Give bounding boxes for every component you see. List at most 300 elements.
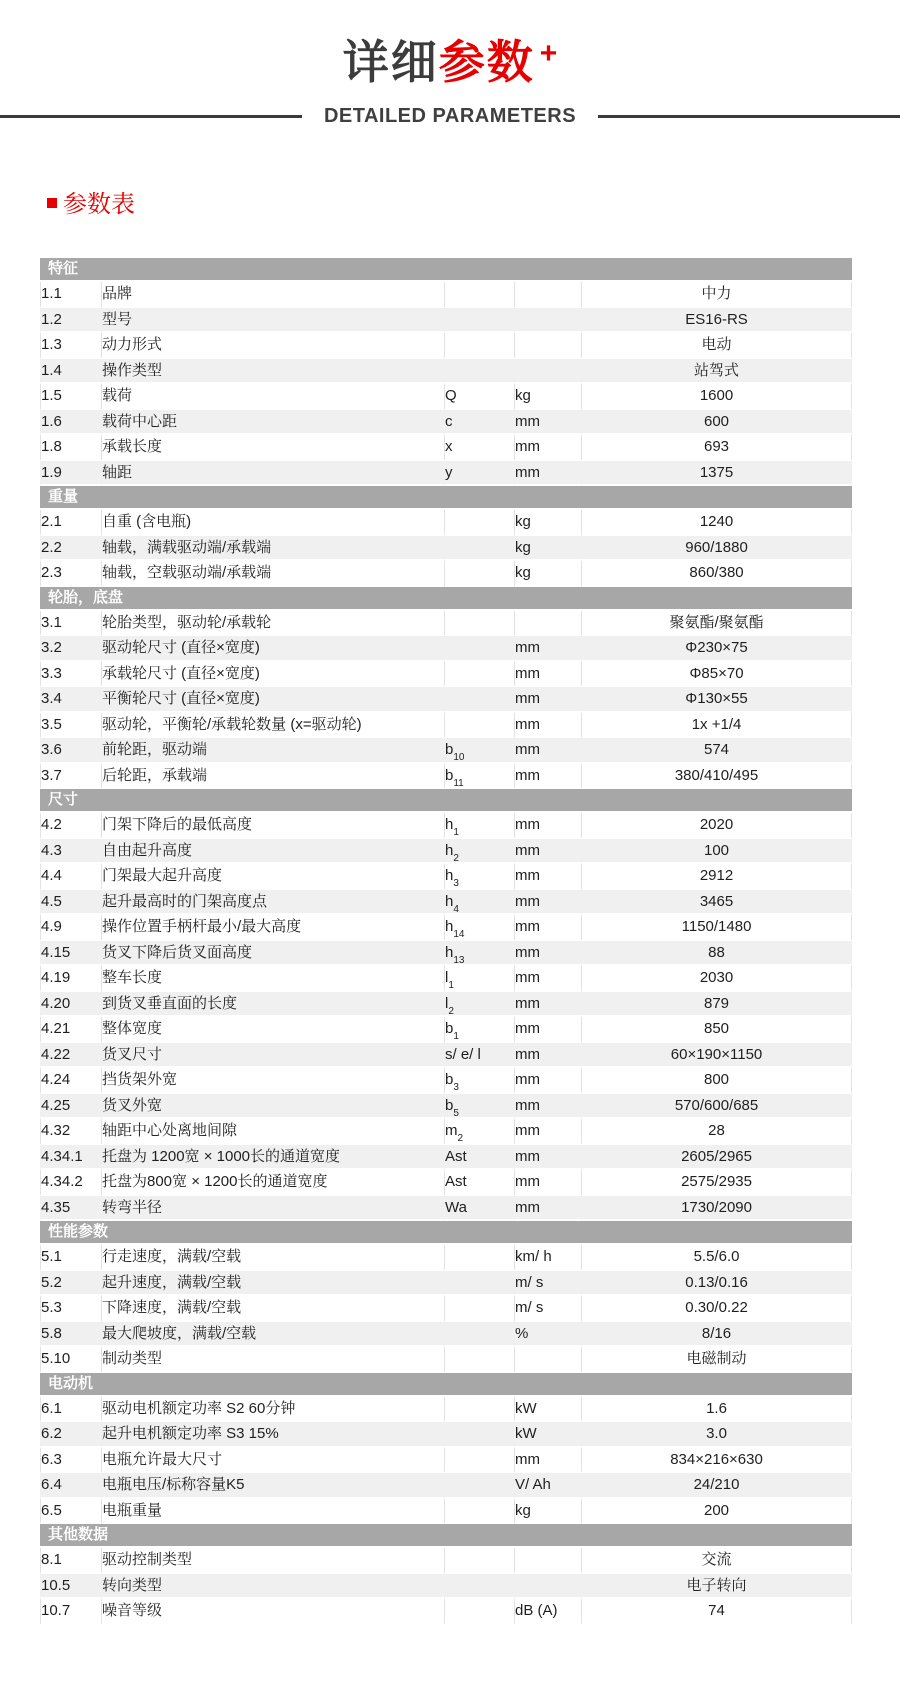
row-symbol-cell	[445, 536, 515, 562]
table-row	[40, 1043, 852, 1069]
row-value-cell: 600	[582, 410, 852, 436]
row-value-cell: 1730/2090	[582, 1196, 852, 1222]
row-unit-cell: mm	[515, 636, 582, 662]
row-number-cell: 4.2	[40, 813, 102, 839]
table-row	[40, 738, 852, 764]
row-name-cell: 平衡轮尺寸 (直径×宽度)	[102, 687, 445, 713]
row-number-cell: 6.2	[40, 1422, 102, 1448]
row-name-cell: 动力形式	[102, 333, 445, 359]
row-symbol-cell	[445, 1422, 515, 1448]
row-value-cell: 60×190×1150	[582, 1043, 852, 1069]
row-symbol-cell: y	[445, 461, 515, 487]
row-name-cell: 货叉尺寸	[102, 1043, 445, 1069]
row-value-cell: 2575/2935	[582, 1170, 852, 1196]
row-unit-cell: mm	[515, 890, 582, 916]
row-name-cell: 门架下降后的最低高度	[102, 813, 445, 839]
row-unit-cell	[515, 308, 582, 334]
row-unit-cell: mm	[515, 1119, 582, 1145]
table-row	[40, 662, 852, 688]
table-row	[40, 410, 852, 436]
table-row	[40, 1017, 852, 1043]
table-row	[40, 435, 852, 461]
page-subtitle-row	[0, 105, 900, 128]
table-row	[40, 1296, 852, 1322]
row-unit-cell: dB (A)	[515, 1599, 582, 1625]
row-number-cell: 3.1	[40, 611, 102, 637]
row-name-cell: 制动类型	[102, 1347, 445, 1373]
row-unit-cell: mm	[515, 1017, 582, 1043]
row-symbol-cell: $b_3$	[445, 1068, 515, 1094]
row-number-cell: 1.8	[40, 435, 102, 461]
row-number-cell: 1.9	[40, 461, 102, 487]
row-number-cell: 6.3	[40, 1448, 102, 1474]
row-number-cell: 3.7	[40, 764, 102, 790]
row-value-cell: 0.30/0.22	[582, 1296, 852, 1322]
spec-table	[40, 258, 852, 1625]
table-row	[40, 1599, 852, 1625]
row-value-cell: 交流	[582, 1548, 852, 1574]
row-name-cell: 驱动控制类型	[102, 1548, 445, 1574]
row-value-cell: 380/410/495	[582, 764, 852, 790]
row-value-cell: 860/380	[582, 561, 852, 587]
row-value-cell: 1x +1/4	[582, 713, 852, 739]
row-unit-cell: mm	[515, 864, 582, 890]
row-symbol-cell	[445, 713, 515, 739]
row-name-cell: 承载轮尺寸 (直径×宽度)	[102, 662, 445, 688]
row-symbol-cell	[445, 1347, 515, 1373]
row-value-cell: 28	[582, 1119, 852, 1145]
row-name-cell: 承载长度	[102, 435, 445, 461]
row-unit-cell: mm	[515, 1043, 582, 1069]
row-symbol-cell	[445, 636, 515, 662]
row-value-cell: 2020	[582, 813, 852, 839]
section-header-row	[40, 1373, 852, 1397]
row-unit-cell: mm	[515, 713, 582, 739]
row-symbol-cell	[445, 561, 515, 587]
row-name-cell: 驱动轮尺寸 (直径×宽度)	[102, 636, 445, 662]
row-number-cell: 1.5	[40, 384, 102, 410]
row-value-cell: 0.13/0.16	[582, 1271, 852, 1297]
row-number-cell: 3.2	[40, 636, 102, 662]
section-title: 其他数据	[40, 1524, 852, 1548]
row-number-cell: 2.2	[40, 536, 102, 562]
table-row	[40, 308, 852, 334]
row-name-cell: 自由起升高度	[102, 839, 445, 865]
table-row	[40, 1448, 852, 1474]
row-value-cell: 3.0	[582, 1422, 852, 1448]
row-value-cell: 200	[582, 1499, 852, 1525]
row-unit-cell	[515, 1574, 582, 1600]
row-value-cell: 800	[582, 1068, 852, 1094]
row-number-cell: 5.2	[40, 1271, 102, 1297]
row-number-cell: 1.1	[40, 282, 102, 308]
row-value-cell: 电子转向	[582, 1574, 852, 1600]
row-unit-cell	[515, 1347, 582, 1373]
row-name-cell: 电瓶允许最大尺寸	[102, 1448, 445, 1474]
row-unit-cell: mm	[515, 966, 582, 992]
row-number-cell: 3.6	[40, 738, 102, 764]
row-symbol-cell	[445, 1473, 515, 1499]
row-value-cell: 1.6	[582, 1397, 852, 1423]
row-symbol-cell	[445, 333, 515, 359]
row-unit-cell: mm	[515, 839, 582, 865]
row-symbol-cell	[445, 1397, 515, 1423]
row-value-cell: Φ85×70	[582, 662, 852, 688]
row-unit-cell: mm	[515, 461, 582, 487]
table-row	[40, 839, 852, 865]
row-symbol-cell: $h_{13}$	[445, 941, 515, 967]
row-name-cell: 载荷中心距	[102, 410, 445, 436]
row-number-cell: 6.1	[40, 1397, 102, 1423]
row-symbol-cell	[445, 308, 515, 334]
row-symbol-cell: $h_1$	[445, 813, 515, 839]
row-unit-cell: mm	[515, 1145, 582, 1171]
table-row	[40, 1499, 852, 1525]
row-number-cell: 5.1	[40, 1245, 102, 1271]
row-number-cell: 6.4	[40, 1473, 102, 1499]
row-name-cell: 电瓶重量	[102, 1499, 445, 1525]
table-row	[40, 282, 852, 308]
row-unit-cell: mm	[515, 764, 582, 790]
row-name-cell: 轴距	[102, 461, 445, 487]
row-value-cell: 聚氨酯/聚氨酯	[582, 611, 852, 637]
row-unit-cell: kg	[515, 1499, 582, 1525]
row-number-cell: 2.3	[40, 561, 102, 587]
section-heading	[47, 186, 900, 216]
row-symbol-cell: Q	[445, 384, 515, 410]
row-name-cell: 操作类型	[102, 359, 445, 385]
row-symbol-cell: $b_1$	[445, 1017, 515, 1043]
row-number-cell: 4.3	[40, 839, 102, 865]
row-number-cell: 4.32	[40, 1119, 102, 1145]
table-row	[40, 1145, 852, 1171]
row-unit-cell	[515, 282, 582, 308]
row-unit-cell: kW	[515, 1397, 582, 1423]
row-symbol-cell: $b_{11}$	[445, 764, 515, 790]
row-name-cell: 最大爬坡度，满载/空载	[102, 1322, 445, 1348]
row-symbol-cell	[445, 1548, 515, 1574]
table-row	[40, 687, 852, 713]
row-unit-cell: kg	[515, 536, 582, 562]
row-unit-cell: mm	[515, 915, 582, 941]
table-row	[40, 1196, 852, 1222]
row-number-cell: 4.25	[40, 1094, 102, 1120]
row-number-cell: 4.19	[40, 966, 102, 992]
row-number-cell: 1.2	[40, 308, 102, 334]
row-symbol-cell	[445, 1499, 515, 1525]
row-number-cell: 3.4	[40, 687, 102, 713]
row-unit-cell	[515, 333, 582, 359]
section-header-row	[40, 789, 852, 813]
plus-icon: +	[539, 37, 558, 70]
row-unit-cell: mm	[515, 1170, 582, 1196]
row-unit-cell: mm	[515, 738, 582, 764]
row-unit-cell: kg	[515, 561, 582, 587]
row-name-cell: 门架最大起升高度	[102, 864, 445, 890]
page-title	[0, 36, 900, 95]
page-header	[0, 0, 900, 128]
table-row	[40, 1473, 852, 1499]
row-number-cell: 5.8	[40, 1322, 102, 1348]
row-symbol-cell	[445, 1448, 515, 1474]
row-number-cell: 6.5	[40, 1499, 102, 1525]
row-symbol-cell: $h_{14}$	[445, 915, 515, 941]
row-unit-cell: mm	[515, 1448, 582, 1474]
table-row	[40, 611, 852, 637]
table-row	[40, 1322, 852, 1348]
row-value-cell: 1375	[582, 461, 852, 487]
row-symbol-cell: $b_5$	[445, 1094, 515, 1120]
row-number-cell: 4.21	[40, 1017, 102, 1043]
row-unit-cell: mm	[515, 992, 582, 1018]
row-symbol-cell: $m_2$	[445, 1119, 515, 1145]
row-value-cell: 1240	[582, 510, 852, 536]
row-unit-cell: mm	[515, 410, 582, 436]
table-row	[40, 713, 852, 739]
row-name-cell: 整车长度	[102, 966, 445, 992]
table-row	[40, 384, 852, 410]
row-value-cell: ES16-RS	[582, 308, 852, 334]
spec-table-body	[40, 258, 852, 1625]
row-unit-cell: mm	[515, 687, 582, 713]
row-unit-cell	[515, 611, 582, 637]
row-symbol-cell	[445, 662, 515, 688]
section-title: 特征	[40, 258, 852, 282]
table-row	[40, 764, 852, 790]
row-number-cell: 4.24	[40, 1068, 102, 1094]
row-name-cell: 前轮距，驱动端	[102, 738, 445, 764]
row-unit-cell: mm	[515, 435, 582, 461]
row-unit-cell: kW	[515, 1422, 582, 1448]
divider-line-right	[598, 115, 900, 118]
row-name-cell: 操作位置手柄杆最小/最大高度	[102, 915, 445, 941]
row-name-cell: 驱动轮，平衡轮/承载轮数量 (x=驱动轮)	[102, 713, 445, 739]
row-name-cell: 噪音等级	[102, 1599, 445, 1625]
row-value-cell: 693	[582, 435, 852, 461]
table-row	[40, 941, 852, 967]
table-row	[40, 966, 852, 992]
row-value-cell: 570/600/685	[582, 1094, 852, 1120]
row-symbol-cell	[445, 510, 515, 536]
table-row	[40, 510, 852, 536]
table-row	[40, 636, 852, 662]
row-symbol-cell	[445, 1271, 515, 1297]
page-subtitle: DETAILED PARAMETERS	[323, 105, 577, 127]
row-number-cell: 5.3	[40, 1296, 102, 1322]
row-number-cell: 8.1	[40, 1548, 102, 1574]
row-name-cell: 品牌	[102, 282, 445, 308]
row-number-cell: 1.6	[40, 410, 102, 436]
row-value-cell: Φ130×55	[582, 687, 852, 713]
divider-line-left	[0, 115, 302, 118]
row-symbol-cell: x	[445, 435, 515, 461]
section-title: 轮胎，底盘	[40, 587, 852, 611]
row-symbol-cell	[445, 611, 515, 637]
row-value-cell: Φ230×75	[582, 636, 852, 662]
row-unit-cell: kg	[515, 384, 582, 410]
table-row	[40, 359, 852, 385]
row-symbol-cell: $h_3$	[445, 864, 515, 890]
row-number-cell: 4.22	[40, 1043, 102, 1069]
section-header-row	[40, 1524, 852, 1548]
row-name-cell: 起升最高时的门架高度点	[102, 890, 445, 916]
row-symbol-cell	[445, 1296, 515, 1322]
page-title-dark: 详细	[342, 36, 439, 88]
row-value-cell: 1150/1480	[582, 915, 852, 941]
row-symbol-cell: $l_1$	[445, 966, 515, 992]
row-number-cell: 3.3	[40, 662, 102, 688]
row-number-cell: 2.1	[40, 510, 102, 536]
row-name-cell: 轴距中心处离地间隙	[102, 1119, 445, 1145]
row-value-cell: 74	[582, 1599, 852, 1625]
row-unit-cell: mm	[515, 1094, 582, 1120]
row-value-cell: 5.5/6.0	[582, 1245, 852, 1271]
row-value-cell: 电磁制动	[582, 1347, 852, 1373]
row-value-cell: 中力	[582, 282, 852, 308]
row-value-cell: 850	[582, 1017, 852, 1043]
row-symbol-cell	[445, 687, 515, 713]
row-number-cell: 4.9	[40, 915, 102, 941]
section-title: 性能参数	[40, 1221, 852, 1245]
section-header-row	[40, 486, 852, 510]
row-number-cell: 4.4	[40, 864, 102, 890]
row-name-cell: 挡货架外宽	[102, 1068, 445, 1094]
row-name-cell: 型号	[102, 308, 445, 334]
table-row	[40, 1574, 852, 1600]
row-name-cell: 电瓶电压/标称容量K5	[102, 1473, 445, 1499]
row-name-cell: 轴载，满载驱动端/承载端	[102, 536, 445, 562]
row-name-cell: 货叉外宽	[102, 1094, 445, 1120]
row-symbol-cell: $l_2$	[445, 992, 515, 1018]
table-row	[40, 1347, 852, 1373]
row-name-cell: 下降速度，满载/空载	[102, 1296, 445, 1322]
row-symbol-cell: Ast	[445, 1145, 515, 1171]
row-name-cell: 整体宽度	[102, 1017, 445, 1043]
table-row	[40, 561, 852, 587]
table-row	[40, 1170, 852, 1196]
row-unit-cell: m/ s	[515, 1271, 582, 1297]
row-name-cell: 轴载，空载驱动端/承载端	[102, 561, 445, 587]
row-name-cell: 自重 (含电瓶)	[102, 510, 445, 536]
table-row	[40, 992, 852, 1018]
row-symbol-cell: Ast	[445, 1170, 515, 1196]
row-name-cell: 驱动电机额定功率 S2 60分钟	[102, 1397, 445, 1423]
row-name-cell: 轮胎类型，驱动轮/承载轮	[102, 611, 445, 637]
row-unit-cell	[515, 359, 582, 385]
row-unit-cell: mm	[515, 662, 582, 688]
row-value-cell: 24/210	[582, 1473, 852, 1499]
table-row	[40, 1548, 852, 1574]
row-value-cell: 站驾式	[582, 359, 852, 385]
section-header-row	[40, 1221, 852, 1245]
row-number-cell: 3.5	[40, 713, 102, 739]
row-name-cell: 转弯半径	[102, 1196, 445, 1222]
row-number-cell: 10.5	[40, 1574, 102, 1600]
row-symbol-cell: s/ e/ l	[445, 1043, 515, 1069]
row-name-cell: 货叉下降后货叉面高度	[102, 941, 445, 967]
row-number-cell: 10.7	[40, 1599, 102, 1625]
row-unit-cell: mm	[515, 1196, 582, 1222]
row-symbol-cell	[445, 1574, 515, 1600]
row-value-cell: 100	[582, 839, 852, 865]
section-header-row	[40, 587, 852, 611]
row-number-cell: 4.34.2	[40, 1170, 102, 1196]
table-row	[40, 1271, 852, 1297]
section-heading-label: 参数表	[63, 190, 135, 218]
table-row	[40, 1094, 852, 1120]
row-name-cell: 起升速度，满载/空载	[102, 1271, 445, 1297]
row-name-cell: 到货叉垂直面的长度	[102, 992, 445, 1018]
row-symbol-cell	[445, 282, 515, 308]
row-number-cell: 4.15	[40, 941, 102, 967]
row-name-cell: 行走速度，满载/空载	[102, 1245, 445, 1271]
row-value-cell: 3465	[582, 890, 852, 916]
row-number-cell: 5.10	[40, 1347, 102, 1373]
table-row	[40, 813, 852, 839]
row-unit-cell: V/ Ah	[515, 1473, 582, 1499]
row-value-cell: 2030	[582, 966, 852, 992]
row-name-cell: 托盘为 1200宽 × 1000长的通道宽度	[102, 1145, 445, 1171]
table-row	[40, 915, 852, 941]
table-row	[40, 864, 852, 890]
row-unit-cell: km/ h	[515, 1245, 582, 1271]
row-value-cell: 电动	[582, 333, 852, 359]
table-row	[40, 333, 852, 359]
row-symbol-cell: $h_4$	[445, 890, 515, 916]
row-value-cell: 879	[582, 992, 852, 1018]
section-title: 重量	[40, 486, 852, 510]
section-title: 电动机	[40, 1373, 852, 1397]
row-number-cell: 1.3	[40, 333, 102, 359]
row-number-cell: 4.20	[40, 992, 102, 1018]
row-symbol-cell: $b_{10}$	[445, 738, 515, 764]
table-row	[40, 1068, 852, 1094]
row-symbol-cell	[445, 1599, 515, 1625]
row-value-cell: 88	[582, 941, 852, 967]
row-symbol-cell: c	[445, 410, 515, 436]
row-unit-cell: mm	[515, 813, 582, 839]
row-value-cell: 1600	[582, 384, 852, 410]
table-row	[40, 1397, 852, 1423]
row-symbol-cell: Wa	[445, 1196, 515, 1222]
row-unit-cell: m/ s	[515, 1296, 582, 1322]
row-symbol-cell	[445, 1322, 515, 1348]
row-symbol-cell	[445, 359, 515, 385]
table-row	[40, 536, 852, 562]
row-value-cell: 2912	[582, 864, 852, 890]
row-name-cell: 起升电机额定功率 S3 15%	[102, 1422, 445, 1448]
row-number-cell: 4.5	[40, 890, 102, 916]
page-title-red: 参数	[438, 36, 535, 88]
row-number-cell: 1.4	[40, 359, 102, 385]
section-title: 尺寸	[40, 789, 852, 813]
table-row	[40, 1119, 852, 1145]
table-row	[40, 461, 852, 487]
section-header-row	[40, 258, 852, 282]
red-square-bullet-icon	[47, 198, 57, 208]
row-symbol-cell: $h_2$	[445, 839, 515, 865]
row-value-cell: 834×216×630	[582, 1448, 852, 1474]
row-number-cell: 4.35	[40, 1196, 102, 1222]
table-row	[40, 1245, 852, 1271]
row-name-cell: 载荷	[102, 384, 445, 410]
row-name-cell: 后轮距，承载端	[102, 764, 445, 790]
row-name-cell: 转向类型	[102, 1574, 445, 1600]
row-value-cell: 960/1880	[582, 536, 852, 562]
row-value-cell: 574	[582, 738, 852, 764]
row-value-cell: 2605/2965	[582, 1145, 852, 1171]
row-unit-cell	[515, 1548, 582, 1574]
